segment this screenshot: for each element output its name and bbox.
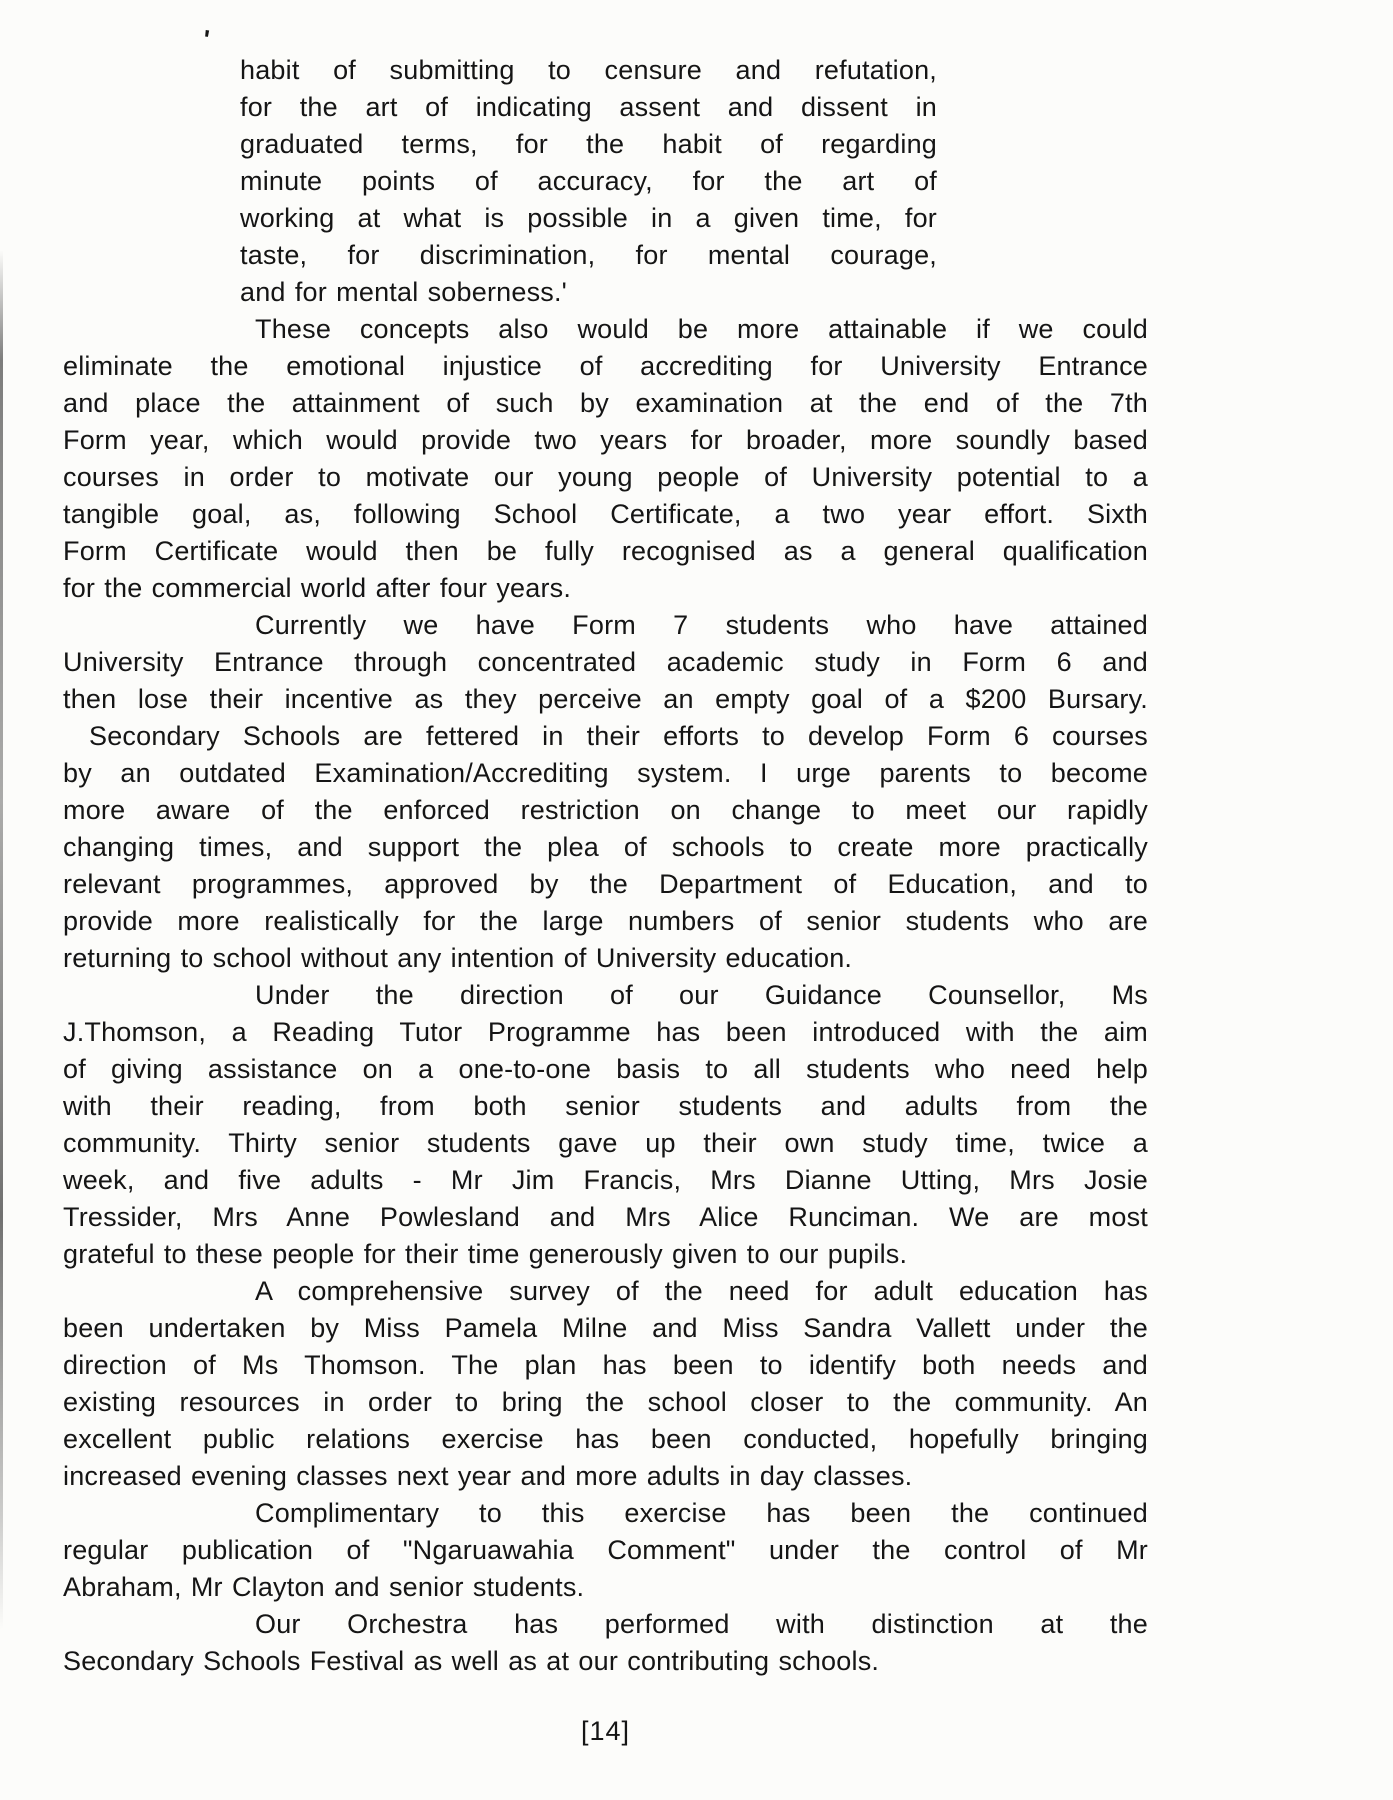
text-line: for the art of indicating assent and dissent in xyxy=(240,92,937,122)
paragraph-university-entrance xyxy=(63,311,1148,607)
paragraph-ngaruawahia-comment xyxy=(63,1495,1148,1606)
text-line: of giving assistance on a one-to-one basis to all students who need help xyxy=(63,1054,1148,1084)
text-line: Secondary Schools are fettered in their efforts to develop Form 6 courses xyxy=(89,721,1148,751)
text-line: Our Orchestra has performed with distinction at the xyxy=(255,1609,1148,1639)
paragraph-orchestra xyxy=(63,1606,1148,1680)
text-line: Complimentary to this exercise has been the continued xyxy=(255,1498,1148,1528)
paragraph-secondary-schools xyxy=(63,718,1148,977)
text-line: Currently we have Form 7 students who have attained xyxy=(255,610,1148,640)
text-line: These concepts also would be more attainable if we could xyxy=(255,314,1148,344)
text-line: week, and five adults - Mr Jim Francis, Mrs Dianne Utting, Mrs Josie xyxy=(63,1165,1148,1195)
text-line: A comprehensive survey of the need for adult education has xyxy=(255,1276,1148,1306)
text-line: eliminate the emotional injustice of accrediting for University Entrance xyxy=(63,351,1148,381)
text-line: regular publication of "Ngaruawahia Comment" under the control of Mr xyxy=(63,1535,1148,1565)
text-line: grateful to these people for their time generously given to our pupils. xyxy=(63,1239,908,1269)
text-line: relevant programmes, approved by the Department of Education, and to xyxy=(63,869,1148,899)
text-line: University Entrance through concentrated academic study in Form 6 and xyxy=(63,647,1148,677)
text-line: and place the attainment of such by examination at the end of the 7th xyxy=(63,388,1148,418)
text-line: changing times, and support the plea of schools to create more practically xyxy=(63,832,1148,862)
paragraph-adult-education-survey xyxy=(63,1273,1148,1495)
text-line: been undertaken by Miss Pamela Milne and Miss Sandra Vallett under the xyxy=(63,1313,1148,1343)
text-line: for the commercial world after four years. xyxy=(63,573,572,603)
text-line: excellent public relations exercise has been conducted, hopefully bringing xyxy=(63,1424,1148,1454)
text-line: provide more realistically for the large numbers of senior students who are xyxy=(63,906,1148,936)
text-line: Tressider, Mrs Anne Powlesland and Mrs Alice Runciman. We are most xyxy=(63,1202,1148,1232)
text-line: Secondary Schools Festival as well as at our contributing schools. xyxy=(63,1646,880,1676)
text-line: graduated terms, for the habit of regarding xyxy=(240,129,937,159)
paragraph-reading-tutor xyxy=(63,977,1148,1273)
text-line: courses in order to motivate our young people of University potential to a xyxy=(63,462,1148,492)
text-line: habit of submitting to censure and refutation, xyxy=(240,55,937,85)
text-line: tangible goal, as, following School Certificate, a two year effort. Sixth xyxy=(63,499,1148,529)
text-line: then lose their incentive as they perceive an empty goal of a $200 Bursary. xyxy=(63,684,1148,714)
quote-block xyxy=(240,52,937,311)
text-line: by an outdated Examination/Accrediting system. I urge parents to become xyxy=(63,758,1148,788)
text-line: direction of Ms Thomson. The plan has been to identify both needs and xyxy=(63,1350,1148,1380)
text-line: community. Thirty senior students gave up their own study time, twice a xyxy=(63,1128,1148,1158)
text-line: working at what is possible in a given time, for xyxy=(240,203,937,233)
text-line: minute points of accuracy, for the art of xyxy=(240,166,937,196)
text-line: J.Thomson, a Reading Tutor Programme has been introduced with the aim xyxy=(63,1017,1148,1047)
text-line: Abraham, Mr Clayton and senior students. xyxy=(63,1572,585,1602)
scan-edge-artifact xyxy=(0,250,3,1630)
text-line: increased evening classes next year and more adults in day classes. xyxy=(63,1461,913,1491)
page-number: [14] xyxy=(580,1716,631,1746)
text-line: more aware of the enforced restriction on change to meet our rapidly xyxy=(63,795,1148,825)
paragraph-form-7 xyxy=(63,607,1148,718)
text-line: Under the direction of our Guidance Counsellor, Ms xyxy=(255,980,1148,1010)
text-line: with their reading, from both senior students and adults from the xyxy=(63,1091,1148,1121)
text-line: existing resources in order to bring the school closer to the community. An xyxy=(63,1387,1148,1417)
text-line: taste, for discrimination, for mental courage, xyxy=(240,240,937,270)
text-line: Form year, which would provide two years for broader, more soundly based xyxy=(63,425,1148,455)
text-line: Form Certificate would then be fully recognised as a general qualification xyxy=(63,536,1148,566)
text-line: and for mental soberness.' xyxy=(240,277,568,307)
stray-mark: ' xyxy=(201,23,212,55)
text-line: returning to school without any intention of University education. xyxy=(63,943,853,973)
